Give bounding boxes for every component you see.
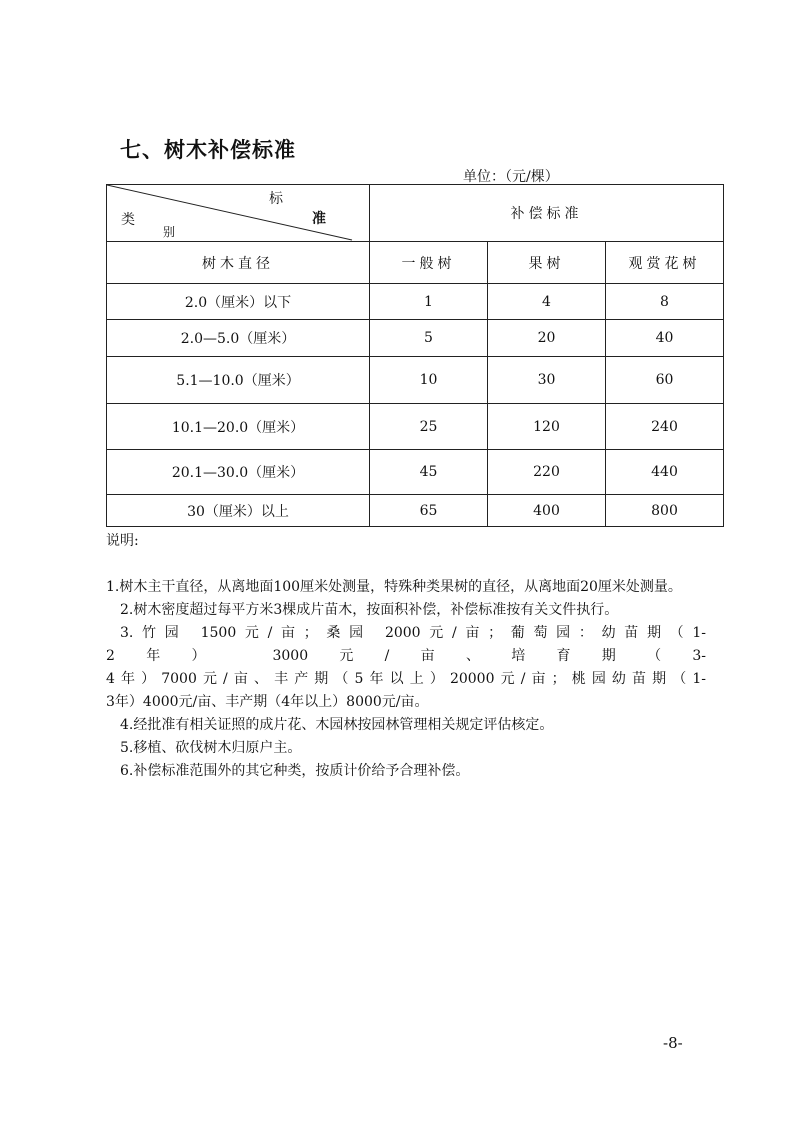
section-title: 七、树木补偿标准 — [120, 138, 296, 162]
value-cell: 25 — [370, 404, 488, 450]
notes-label: 说明: — [106, 533, 139, 549]
corner-label-bottom: 别 — [163, 225, 176, 239]
value-cell: 8 — [606, 284, 724, 320]
table-row — [107, 404, 724, 450]
value-cell: 120 — [488, 404, 606, 450]
note-item: 2.树木密度超过每平方米3棵成片苗木，按面积补偿，补偿标准按有关文件执行。 — [120, 602, 619, 618]
value-cell: 60 — [606, 357, 724, 404]
note-item-line: 4年）7000元/亩、丰产期（5年以上）20000元/亩；桃园幼苗期（1- — [106, 671, 706, 687]
value-cell: 400 — [488, 495, 606, 527]
note-item: 4.经批准有相关证照的成片花、木园林按园林管理相关规定评估核定。 — [120, 717, 554, 733]
notes-section — [106, 530, 706, 783]
note-item-line: 3.竹园 1500元/亩；桑园 2000元/亩；葡萄园：幼苗期（1- — [120, 625, 706, 641]
note-item-line: 3年）4000元/亩、丰产期（4年以上）8000元/亩。 — [106, 694, 429, 710]
diameter-cell: 20.1—30.0（厘米） — [107, 450, 370, 495]
corner-label-right: 准 — [312, 211, 326, 227]
diameter-cell: 2.0—5.0（厘米） — [107, 320, 370, 357]
unit-note: 单位：（元/棵） — [463, 169, 559, 185]
diameter-cell: 30（厘米）以上 — [107, 495, 370, 527]
note-item: 1.树木主干直径，从离地面100厘米处测量，特殊种类果树的直径，从离地面20厘米处测量。 — [106, 579, 682, 595]
table-row — [107, 450, 724, 495]
column-header: 果树 — [488, 242, 606, 284]
group-header: 补偿标准 — [370, 185, 724, 242]
value-cell: 65 — [370, 495, 488, 527]
value-cell: 5 — [370, 320, 488, 357]
corner-label-left: 类 — [121, 212, 135, 228]
value-cell: 800 — [606, 495, 724, 527]
value-cell: 1 — [370, 284, 488, 320]
diameter-cell: 5.1—10.0（厘米） — [107, 357, 370, 404]
value-cell: 240 — [606, 404, 724, 450]
diagonal-line — [107, 185, 370, 241]
column-header: 观赏花树 — [606, 242, 724, 284]
corner-header-cell — [107, 185, 370, 242]
note-item: 6.补偿标准范围外的其它种类，按质计价给予合理补偿。 — [120, 763, 470, 779]
value-cell: 4 — [488, 284, 606, 320]
value-cell: 10 — [370, 357, 488, 404]
corner-label-top: 标 — [269, 191, 283, 207]
page-number: -8- — [663, 1034, 683, 1052]
value-cell: 20 — [488, 320, 606, 357]
table-row — [107, 495, 724, 527]
note-item-line: 2年） 3000元/亩、培育期（3- — [106, 648, 706, 664]
table-row — [107, 320, 724, 357]
value-cell: 30 — [488, 357, 606, 404]
value-cell: 220 — [488, 450, 606, 495]
value-cell: 45 — [370, 450, 488, 495]
value-cell: 40 — [606, 320, 724, 357]
diameter-cell: 2.0（厘米）以下 — [107, 284, 370, 320]
table-row — [107, 284, 724, 320]
table-row — [107, 357, 724, 404]
column-header: 一般树 — [370, 242, 488, 284]
note-item: 5.移植、砍伐树木归原户主。 — [120, 740, 302, 756]
diameter-cell: 10.1—20.0（厘米） — [107, 404, 370, 450]
compensation-table — [106, 184, 724, 527]
value-cell: 440 — [606, 450, 724, 495]
row-header: 树木直径 — [107, 242, 370, 284]
